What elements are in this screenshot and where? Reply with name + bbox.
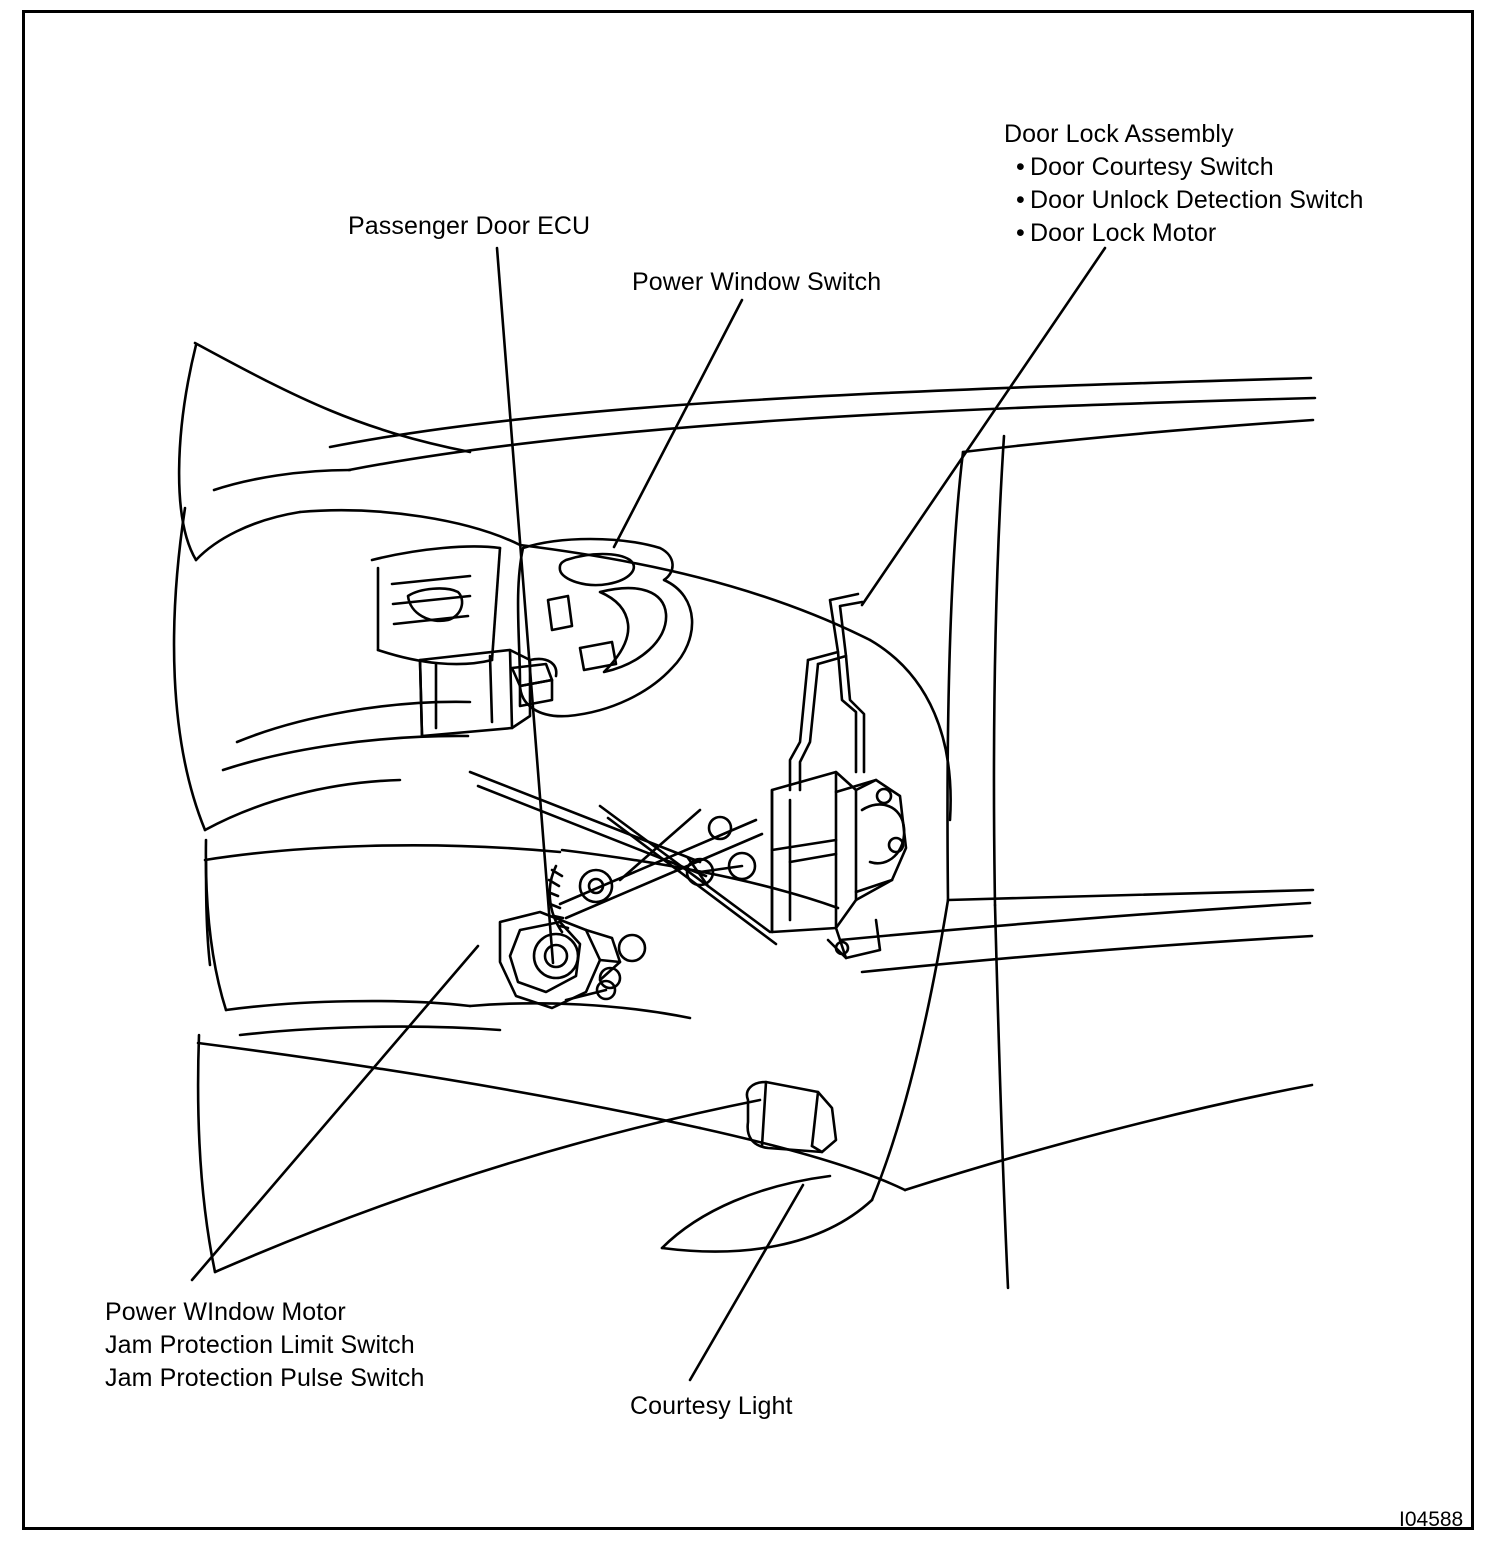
- callout-power-window-switch: Power Window Switch: [632, 268, 882, 296]
- callout-door-lock-assembly: [1004, 118, 1364, 250]
- callout-item: • Door Unlock Detection Switch: [1004, 184, 1364, 217]
- callout-line: Jam Protection Limit Switch: [105, 1331, 415, 1359]
- callout-item: • Door Lock Motor: [1004, 217, 1364, 250]
- callout-power-window-motor: [105, 1296, 425, 1395]
- callout-courtesy-light: Courtesy Light: [630, 1392, 793, 1420]
- callout-item: • Door Courtesy Switch: [1004, 151, 1364, 184]
- figure-id-code: I04588: [1399, 1508, 1464, 1531]
- callout-passenger-door-ecu: Passenger Door ECU: [348, 212, 591, 240]
- callout-line: Jam Protection Pulse Switch: [105, 1364, 425, 1392]
- callout-title: Door Lock Assembly: [1004, 120, 1234, 148]
- callout-line: Power WIndow Motor: [105, 1298, 346, 1326]
